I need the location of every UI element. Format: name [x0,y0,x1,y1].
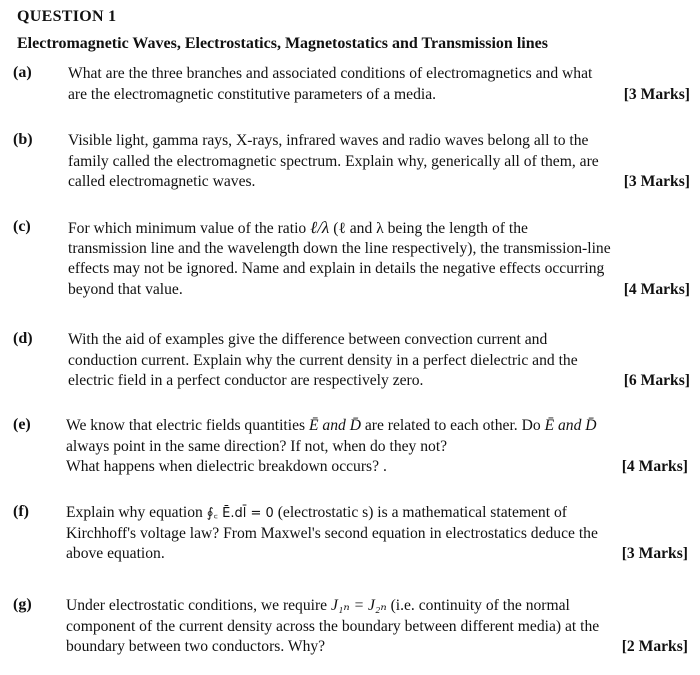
marks-label: [6 Marks] [623,372,690,389]
text-line: With the aid of examples give the difference between convection current and [68,331,548,348]
question-subtitle: Electromagnetic Waves, Electrostatics, Magnetostatics and Transmission lines [17,35,548,52]
text-line: conduction current. Explain why the current density in a perfect dielectric and the [68,351,578,369]
text-line: beyond that value. [68,280,183,298]
ratio-symbol: ℓ/λ [310,218,330,237]
text-line: electric field in a perfect conductor are respectively zero. [68,372,424,389]
part-letter: (b) [13,131,33,148]
text-line: We know that electric fields quantities [66,417,306,434]
marks-label: [3 Marks] [623,173,690,190]
marks-label: [4 Marks] [623,280,690,298]
text-line: Explain why equation [66,504,203,521]
text-line: For which minimum value of the ratio [68,220,307,237]
part-letter: (g) [13,596,32,613]
part-letter: (e) [13,416,31,433]
question-title: QUESTION 1 [17,8,117,25]
line-integral-equation: ∮꜀ Ē.dl̄ = 0 [206,506,274,521]
text-line: What happens when dielectric breakdown occurs? . [66,458,387,475]
text-line: effects may not be ignored. Name and explain in details the negative effects occurring [68,260,605,277]
field-variables: Ē and D̄ [308,417,361,434]
field-variables: Ē and D̄ [544,417,597,434]
text-line: family called the electromagnetic spectrum. Explain why, generically all of them, are [68,152,599,170]
text-line: are related to each other. Do [364,417,541,434]
marks-label: [2 Marks] [621,638,688,655]
text-line: (ℓ and λ being the length of the [333,220,528,237]
text-line: boundary between two conductors. Why? [66,638,326,655]
part-letter: (c) [13,218,31,235]
marks-label: [3 Marks] [623,85,690,103]
text-line: always point in the same direction? If not, when do they not? [66,437,448,455]
text-line: Visible light, gamma rays, X-rays, infrared waves and radio waves belong all to the [68,132,589,149]
part-letter: (a) [13,64,32,81]
current-density-equation: J₁ₙ = J₂ₙ [331,597,387,614]
text-line: transmission line and the wavelength down the line respectively), the transmission-line [68,239,611,257]
marks-label: [4 Marks] [621,458,688,475]
part-letter: (d) [13,330,33,347]
marks-label: [3 Marks] [621,545,688,562]
text-line: are the electromagnetic constitutive parameters of a media. [68,85,437,103]
text-line: (i.e. continuity of the normal [390,597,570,614]
text-line: called electromagnetic waves. [68,173,256,190]
text-line: (electrostatic s) is a mathematical statement of [277,504,567,521]
text-line: Under electrostatic conditions, we require [66,597,328,614]
text-line: component of the current density across the boundary between different media) at the [66,617,600,635]
text-line: Kirchhoff's voltage law? From Maxwel's second equation in electrostatics deduce the [66,524,598,542]
part-letter: (f) [13,503,29,520]
text-line: above equation. [66,545,165,562]
text-line: What are the three branches and associated conditions of electromagnetics and what [68,65,593,82]
